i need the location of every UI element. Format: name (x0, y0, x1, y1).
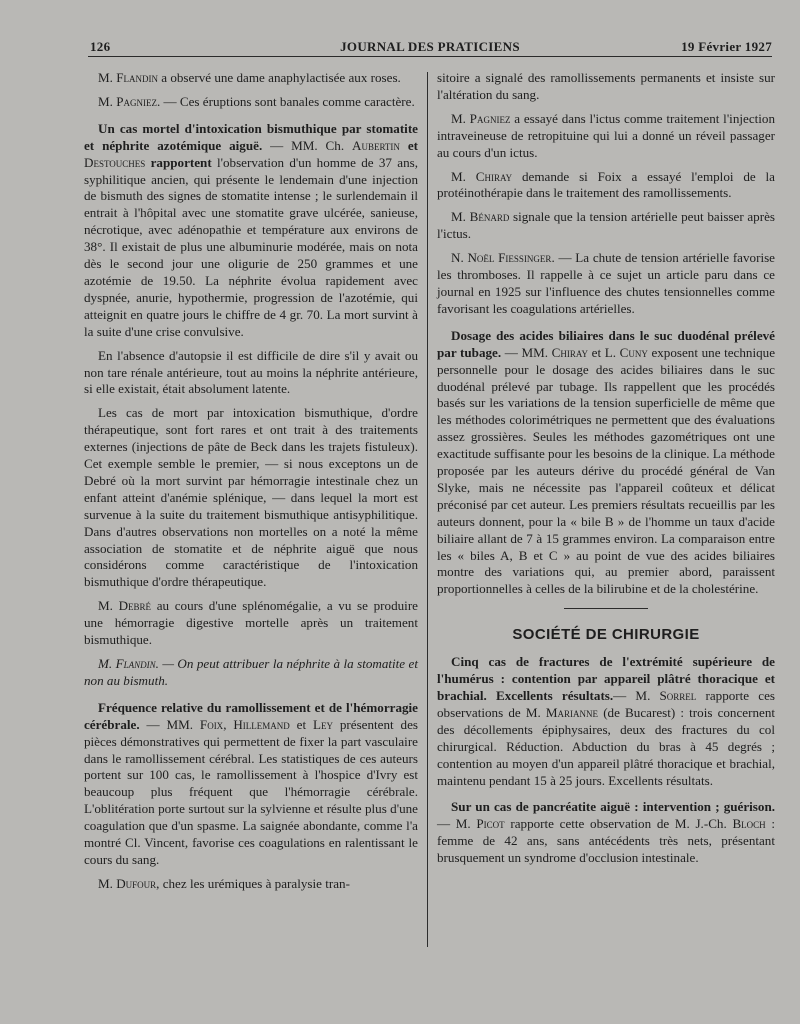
page-number: 126 (90, 39, 111, 54)
author-name: Foix (199, 716, 224, 732)
speaker-name: M. Chiray (451, 168, 513, 184)
paragraph-flandin (84, 70, 418, 87)
speaker-name: M. Pagniez (98, 93, 157, 109)
paragraph-text: au cours d'une splénomégalie, a vu se produire une hémorragie digestive mortelle après un traitement bismuthique. (84, 598, 418, 648)
speaker-name: M. Flandin (98, 656, 156, 671)
article-title: Fréquence relative du ramollissement et de l'hémorragie cérébrale. (84, 699, 418, 732)
author-lead: — M. (437, 816, 477, 832)
speaker-name: M. Debré (98, 598, 152, 614)
running-header (88, 36, 772, 57)
author-and: et (588, 344, 605, 360)
column-divider (427, 72, 428, 947)
author-sep: , (223, 716, 234, 732)
paragraph-benard (437, 209, 775, 243)
paragraph-autopsy: En l'absence d'autopsie il est difficile de dire s'il y avait ou non tare rénale antérieure, tout au moins la néphrite antérieure, si elle existait, était absolument latente. (84, 347, 418, 397)
issue-date: 19 Février 1927 (681, 39, 772, 54)
right-column (437, 70, 775, 874)
paragraph-text: l'observation d'un homme de 37 ans, syphilitique ancien, qui présente le lendemain d'une injection de bismuth des signes de stomatite intense ; le surlendemain il entrait à l'hôpital avec une stomatite grave ulcérée, sanieuse, nécrotique, avec adénopathie et température aux environs de 38°. Il existait de plus une albuminurie modérée, mais on nota dès le second jour une oligurie de 250 grammes et une azotémie de 19.50. La néphrite évolua rapidement avec dyspnée, anurie, hypothermie, progression de l'azotémie, qui atteignit en quatre jours le chiffre de 4 gr. 70. La mort survint à la suite d'une crise convulsive. (84, 154, 418, 339)
paragraph-text: (de Bucarest) : trois concernent des décollements épiphysaires, deux des fractures du col chirurgical. Réduction. Abduction du bras à 45 degrés ; contention au moyen d'un appareil plâtré thoracique et brachial, maintenu pendant 15 à 25 jours. Excellents résultats. (437, 704, 776, 788)
author-name: Aubertin (352, 137, 400, 153)
paragraph-text: signale que la tension artérielle peut baisser après l'ictus. (437, 209, 775, 242)
article-ramollissement (84, 700, 418, 869)
article-title: Cinq cas de fractures de l'extrémité supérieure de l'humérus : contention par appareil plâtré thoracique et brachial. Excellents résultats. (437, 654, 775, 703)
article-humerus (437, 654, 775, 789)
society-heading: SOCIÉTÉ DE CHIRURGIE (512, 626, 700, 644)
article-bismuth-intro (84, 121, 418, 341)
speaker-name: N. Noël Fiessinger (451, 250, 552, 266)
paragraph-flandin-2 (84, 656, 418, 690)
article-pancreatite (437, 799, 775, 867)
article-acides-biliaires (437, 328, 775, 599)
paragraph-rare-cases: Les cas de mort par intoxication bismuthique, d'ordre thérapeutique, sont fort rares et ont trait à des traitements externes (injections de pâte de Beck dans les trajets fistuleux). Cet exemple semble le premier, — si nous exceptons un de Debré où la mort survint par hémorragie intestinale chez un enfant atteint d'anémie splénique, — dans lequel la mort est survenue à la suite du traitement bismuthique antisyphilitique. Dans d'autres observations non mortelles on a noté la même association de stomatite et de néphrite aiguë que nous considérons comme caractéristique de l'intoxication bismuthique d'ordre thérapeutique. (84, 405, 418, 590)
paragraph-continuation: sitoire a signalé des ramollissements permanents et insiste sur l'altération du sang. (437, 70, 775, 102)
speaker-name: M. Dufour (98, 875, 157, 891)
author-and: et (399, 137, 419, 153)
section-separator (564, 608, 648, 609)
speaker-name: M. Pagniez (451, 110, 511, 126)
author-name: L. Cuny (604, 344, 648, 360)
author-name: Destouches (84, 154, 146, 170)
author-lead: — M. (613, 688, 660, 703)
left-column (84, 70, 418, 900)
article-title: Un cas mortel d'intoxication bismuthique par stomatite et néphrite azotémique aiguë. (84, 120, 418, 153)
paragraph-fiessinger (437, 250, 775, 318)
journal-title: JOURNAL DES PRATICIENS (340, 39, 520, 54)
paragraph-text: . — La chute de tension artérielle favorise les thromboses. Il rappelle à ce sujet un article paru dans ce journal en 1925 sur l'influence des chutes tensionnelles comme favorisant les coagulations artérielles. (437, 250, 775, 316)
author-lead: — MM. (501, 344, 552, 360)
author-name: Chiray (551, 344, 589, 360)
author-verb: rapportent (145, 154, 212, 170)
author-name: Sorrel (659, 688, 697, 703)
paragraph-text: présentent des pièces démonstratives qui permettent de fixer la part vasculaire dans le ramollissement cérébral. Les statistiques de ces auteurs portent sur 100 cas, le ramollissement à l'hospice d'Ivry est beaucoup plus fréquent que l'hémorragie cérébrale. L'oblitération porte surtout sur la sylvienne et résulte plus d'une coagulation que d'un spasme. La saignée abondante, comme l'a montré Cl. Vincent, favorise ces coagulations en ralentissant le cours du sang. (84, 716, 419, 867)
paragraph-text: : femme de 42 ans, sans antécédents très nets, présentant brusquement un syndrome d'occlusion intestinale. (437, 816, 775, 866)
paragraph-text: , chez les urémiques à paralysie tran- (156, 875, 350, 891)
author-lead: — MM. Ch. (262, 137, 353, 153)
paragraph-text: a essayé dans l'ictus comme traitement l'injection intraveineuse de retropituine qui lui a donné un réveil passager au cours d'un ictus. (437, 110, 775, 160)
paragraph-text: . — Ces éruptions sont banales comme caractère. (156, 93, 415, 109)
author-name: Ley (313, 716, 333, 732)
author-name: Picot (476, 816, 505, 832)
paragraph-dufour (84, 876, 418, 893)
author-lead: — MM. (139, 716, 200, 732)
paragraph-text: rapporte cette observation de M. J.-Ch. (504, 816, 733, 832)
paragraph-text: exposent une technique personnelle pour le dosage des acides biliaires dans le suc duodénal prélevé par tubage. Ils rappellent que les procédés basés sur les variations de la tension superficielle de même que les méthodes colorimétriques ne permettent que des évaluations assez grossières. Seules les méthodes gazométriques ont une exactitude suffisante pour les besoins de la clinique. La méthode proposée par les auteurs dérive du procédé général de Van Slyke, mais ne nécessite pas l'appareil coûteux et délicat préconisé par cet auteur. Les premiers résultats recueillis par les auteurs donnent, pour la « bile B » de l'homme un taux d'acide biliaire allant de 7 à 15 grammes environ. La comparaison entre les « biles A, B et C » au point de vue des acides biliaires montre des variations qui, au premier abord, paraissent proportionnelles à celles de la bilirubine et de la cholestérine. (437, 344, 776, 597)
paragraph-text: a observé une dame anaphylactisée aux roses. (157, 70, 401, 85)
article-title: Sur un cas de pancréatite aiguë : intervention ; guérison. (451, 799, 775, 815)
paragraph-text: rapporte ces observations de M. (437, 688, 775, 720)
paragraph-text: demande si Foix a essayé l'emploi de la protéinothérapie dans le traitement des ramollissements. (437, 168, 775, 201)
author-name: Marianne (545, 704, 599, 720)
paragraph-text: . — On peut attribuer la néphrite à la stomatite et non au bismuth. (84, 656, 418, 688)
speaker-name: M. Bénard (451, 209, 510, 225)
paragraph-debre (84, 598, 418, 649)
author-name: Hillemand (233, 716, 290, 732)
author-and: et (289, 716, 313, 732)
paragraph-pagniez-2 (437, 111, 775, 162)
paragraph-chiray (437, 169, 775, 203)
speaker-name: M. Flandin (98, 70, 158, 85)
author-name: Bloch (732, 816, 766, 832)
paragraph-pagniez (84, 94, 418, 111)
article-title: Dosage des acides biliaires dans le suc duodénal prélevé par tubage. (437, 327, 775, 360)
